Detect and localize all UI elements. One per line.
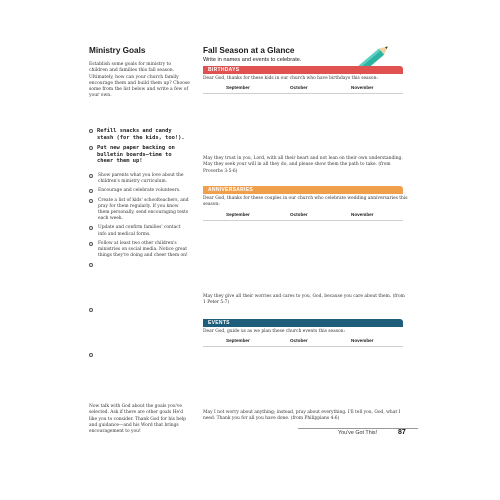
- divider: [203, 346, 403, 347]
- month-label: September: [226, 85, 250, 90]
- blank-checkbox[interactable]: [89, 353, 93, 357]
- anniversaries-prompt: Dear God, thanks for these couples in our church who celebrate wedding anniversaries this season:: [203, 196, 408, 208]
- birthdays-verse: May they trust in you, Lord, with all their heart and not lean on their own understanding. May they seek your will in all they do, and please show them the path to take. (from Proverbs 3:5-6): [203, 156, 403, 174]
- events-months: [203, 338, 403, 345]
- handwritten-goal: Put new paper backing on bulletin boards—time to cheer them up!: [89, 145, 189, 165]
- checkbox[interactable]: [89, 189, 93, 193]
- events-verse: May I not worry about anything; instead, pray about everything. I'll tell you, God, what I need. Thank you for all you have done. (from Philippians 4:6): [203, 410, 401, 422]
- checkbox[interactable]: [89, 174, 93, 178]
- handwritten-goals: [89, 128, 189, 169]
- goal-item: Show parents what you love about the children's ministry curriculum.: [89, 173, 189, 185]
- divider: [203, 93, 403, 94]
- handwritten-goal: Refill snacks and candy stash (for the kids, too!).: [89, 128, 189, 141]
- closing-prayer-note: Now talk with God about the goals you've selected. Ask if there are other goals He'd like you to consider. Thank God for his help and guidance—and his Word that brings encouragement to you!: [89, 404, 186, 435]
- anniversaries-months: [203, 212, 403, 219]
- month-label: November: [351, 212, 374, 217]
- fall-season-subtitle: Write in names and events to celebrate.: [203, 57, 302, 63]
- checkbox[interactable]: [89, 146, 93, 150]
- goal-item: Follow at least two other children's ministries on social media. Notice great things they're doing and cheer them on!: [89, 241, 189, 260]
- goal-item: Create a list of kids' schoolteachers, and pray for them regularly. If you know them personally, send encouraging texts each week.: [89, 198, 189, 223]
- checkbox[interactable]: [89, 129, 93, 133]
- fall-season-title: Fall Season at a Glance: [203, 46, 295, 55]
- events-band: EVENTS: [203, 319, 403, 327]
- month-label: October: [290, 338, 308, 343]
- footer-label: You've Got This!: [338, 430, 378, 436]
- birthdays-prompt: Dear God, thanks for these kids in our church who have birthdays this season:: [203, 76, 378, 81]
- month-label: September: [226, 338, 250, 343]
- month-label: October: [290, 212, 308, 217]
- anniversaries-band: ANNIVERSARIES: [203, 186, 403, 194]
- events-prompt: Dear God, guide us as we plan these church events this season:: [203, 329, 345, 334]
- birthdays-band: BIRTHDAYS: [203, 66, 403, 74]
- checkbox[interactable]: [89, 226, 93, 230]
- birthdays-months: [203, 85, 403, 92]
- checkbox[interactable]: [89, 242, 93, 246]
- page-number: 87: [398, 429, 406, 436]
- anniversaries-verse: May they give all their worries and cares to you, God, because you care about them. (from 1 Peter 5:7): [203, 294, 405, 306]
- goal-item: Encourage and celebrate volunteers.: [89, 188, 189, 194]
- checkbox[interactable]: [89, 199, 93, 203]
- ministry-goals-intro: Establish some goals for ministry to children and families this fall season. Ultimately, how can your church family encourage them and build them up? Choose some from the list below and write a few of your own.: [89, 62, 190, 99]
- ministry-goals-section: [89, 46, 191, 100]
- month-label: October: [290, 85, 308, 90]
- goal-item: Update and confirm families' contact info and medical forms.: [89, 225, 189, 237]
- month-label: November: [351, 338, 374, 343]
- month-label: November: [351, 85, 374, 90]
- month-label: September: [226, 212, 250, 217]
- ministry-goals-title: Ministry Goals: [89, 46, 146, 55]
- goal-list: [89, 173, 189, 262]
- blank-checkbox[interactable]: [89, 308, 93, 312]
- divider: [203, 220, 403, 221]
- blank-checkbox[interactable]: [89, 263, 93, 267]
